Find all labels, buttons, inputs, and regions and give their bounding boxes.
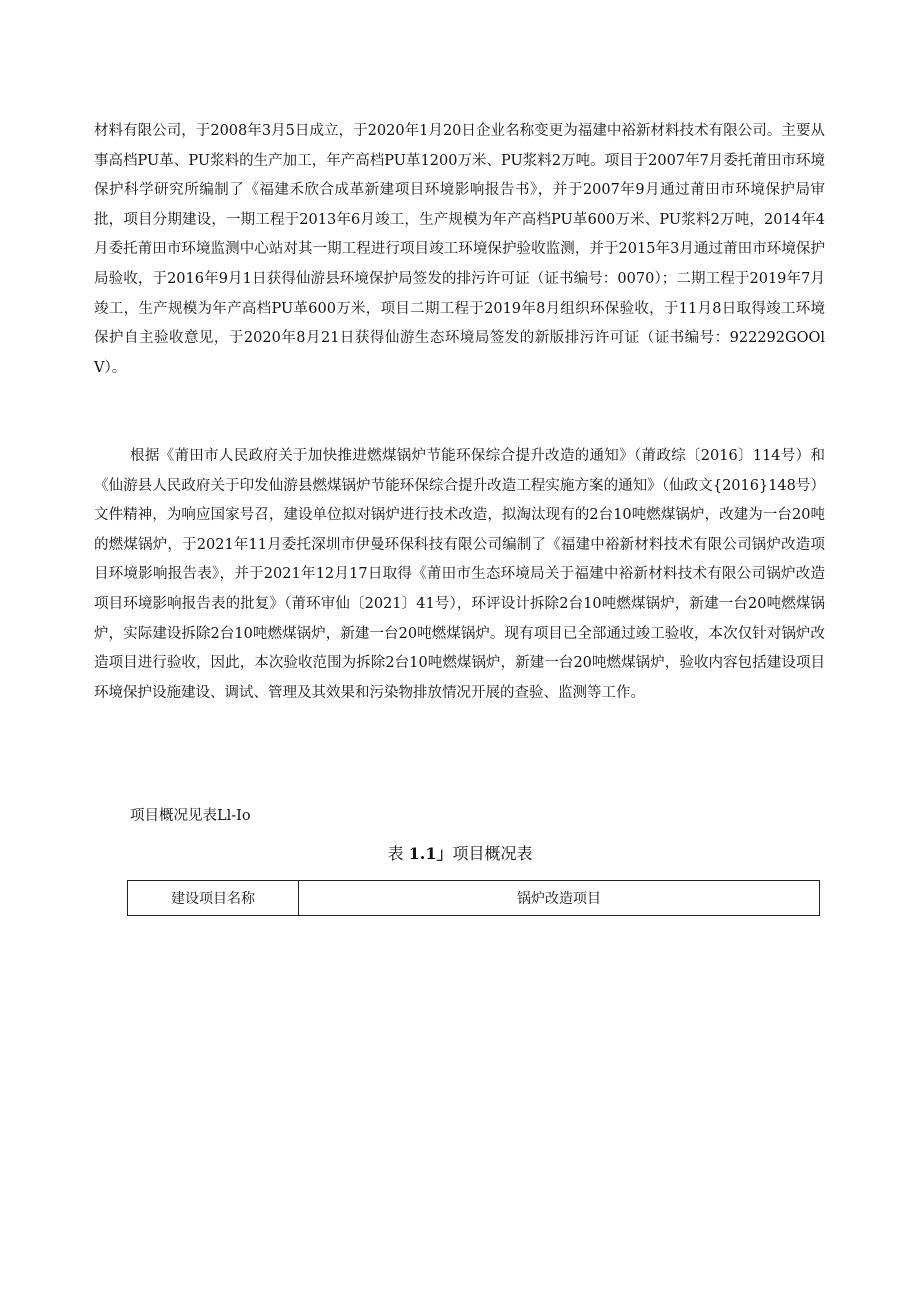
project-summary-table — [127, 880, 820, 916]
table-caption-title: 项目概况表 — [452, 844, 533, 863]
table-caption-number: 1.1」 — [408, 844, 453, 863]
paragraph-boiler-renovation: 根据《莆田市人民政府关于加快推进燃煤锅炉节能环保综合提升改造的通知》（莆政综〔2016〕114号）和《仙游县人民政府关于印发仙游县燃煤锅炉节能环保综合提升改造工程实施方案的通知》（仙政文{2016}148号）文件精神，为响应国家号召，建设单位拟对锅炉进行技术改造，拟淘汰现有的2台10吨燃煤锅炉，改建为一台20吨的燃煤锅炉，于2021年11月委托深圳市伊曼环保科技有限公司编制了《福建中裕新材料技术有限公司锅炉改造项目环境影响报告表》，并于2021年12月17日取得《莆田市生态环境局关于福建中裕新材料技术有限公司锅炉改造项目环境影响报告表的批复》（莆环审仙〔2021〕41号），环评设计拆除2台10吨燃煤锅炉，新建一台20吨燃煤锅炉，实际建设拆除2台10吨燃煤锅炉，新建一台20吨燃煤锅炉。现有项目已全部通过竣工验收，本次仅针对锅炉改造项目进行验收，因此，本次验收范围为拆除2台10吨燃煤锅炉，新建一台20吨燃煤锅炉，验收内容包括建设项目环境保护设施建设、调试、管理及其效果和污染物排放情况开展的查验、监测等工作。 — [94, 448, 825, 701]
table-caption-prefix: 表 — [387, 844, 404, 863]
table-row — [128, 881, 820, 916]
paragraph-company-history: 材料有限公司，于2008年3月5日成立，于2020年1月20日企业名称变更为福建中裕新材料技术有限公司。主要从事高档PU革、PU浆料的生产加工，年产高档PU革1200万米、PU浆料2万吨。项目于2007年7月委托莆田市环境保护科学研究所编制了《福建禾欣合成革新建项目环境影响报告书》，并于2007年9月通过莆田市环境保护局审批，项目分期建设，一期工程于2013年6月竣工，生产规模为年产高档PU革600万米、PU浆料2万吨，2014年4月委托莆田市环境监测中心站对其一期工程进行项目竣工环境保护验收监测，并于2015年3月通过莆田市环境保护局验收，于2016年9月1日获得仙游县环境保护局签发的排污许可证（证书编号：0070）；二期工程于2019年7月竣工，生产规模为年产高档PU革600万米，项目二期工程于2019年8月组织环保验收，于11月8日取得竣工环境保护自主验收意见，于2020年8月21日获得仙游生态环境局签发的新版排污许可证（证书编号：922292GOOlV）。 — [94, 123, 825, 376]
table-cell-value: 锅炉改造项目 — [299, 881, 820, 916]
paragraph-table-reference: 项目概况见表Ll-Io — [130, 808, 251, 824]
table-cell-label: 建设项目名称 — [128, 881, 299, 916]
table-caption — [0, 840, 920, 868]
